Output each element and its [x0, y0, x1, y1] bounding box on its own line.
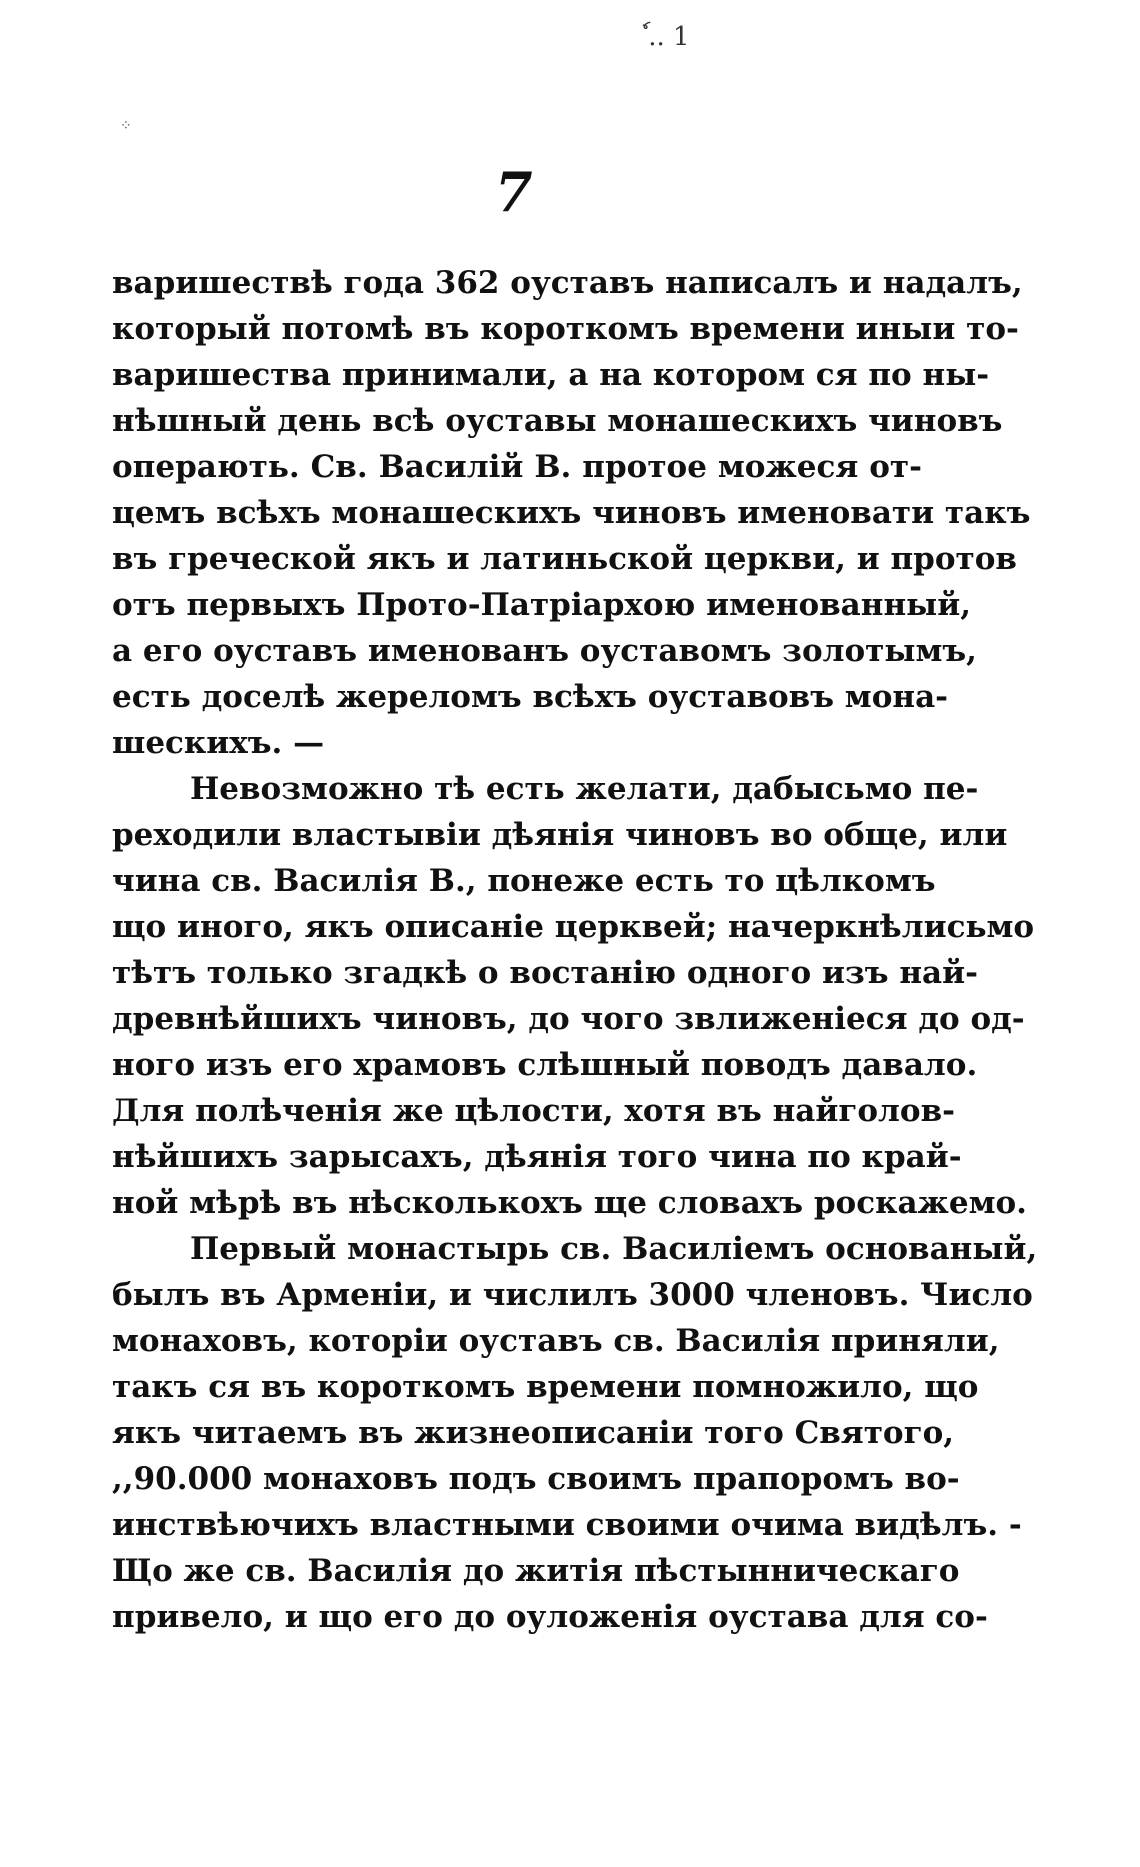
text-line: Що же св. Василія до житія пѣстынническаго [112, 1553, 960, 1589]
text-line: якъ читаемъ въ жизнеописаніи того Святого, [112, 1415, 955, 1451]
body-text [112, 260, 1038, 1640]
text-line: древнѣйшихъ чиновъ, до чого звлиженіеся до од- [112, 1001, 1025, 1037]
text-line: операють. Св. Василій В. протое можеся от- [112, 449, 922, 485]
text-line: тѣтъ только згадкѣ о востанію одного изъ най- [112, 955, 978, 991]
text-line: отъ первыхъ Прото-Патріархою именованный, [112, 587, 971, 623]
top-ink-marks: ٗ .. 1 [640, 22, 690, 52]
text-line: монаховъ, которіи оуставъ св. Василія приняли, [112, 1323, 1000, 1359]
text-line: реходили властывіи дѣянія чиновъ во обще, или [112, 817, 1008, 853]
ink-speck: ⁘ [120, 118, 132, 134]
text-line: инствѣючихъ властными своими очима видѣлъ. - [112, 1507, 1022, 1543]
text-line: ,,90.000 монаховъ подъ своимъ прапоромъ во- [112, 1461, 960, 1497]
text-line: Первый монастырь св. Василіемъ основаный, [190, 1231, 1038, 1267]
text-line: ного изъ его храмовъ слѣшный поводъ давало. [112, 1047, 978, 1083]
text-line: ной мѣрѣ въ нѣсколькохъ ще словахъ роскажемо. [112, 1185, 1027, 1221]
text-line: чина св. Василія В., понеже есть то цѣлкомъ [112, 863, 936, 899]
text-line: въ греческой якъ и латиньской церкви, и протов [112, 541, 1017, 577]
text-line: Для полѣченія же цѣлости, хотя въ найголов- [112, 1093, 955, 1129]
text-line: цемъ всѣхъ монашескихъ чиновъ именовати такъ [112, 495, 1031, 531]
text-line: есть доселѣ жереломъ всѣхъ оуставовъ мона- [112, 679, 949, 715]
text-line: нѣшный день всѣ оуставы монашескихъ чиновъ [112, 403, 1003, 439]
text-line: привело, и що его до оуложенія оустава для со- [112, 1599, 988, 1635]
text-line: нѣйшихъ зарысахъ, дѣянія того чина по край- [112, 1139, 962, 1175]
text-line: варишествѣ года 362 оуставъ написалъ и надалъ, [112, 265, 1023, 301]
text-line: былъ въ Арменіи, и числилъ 3000 членовъ. Число [112, 1277, 1033, 1313]
text-line: шескихъ. — [112, 725, 325, 761]
text-line: варишества принимали, а на котором ся по ны- [112, 357, 990, 393]
page-number: 7 [495, 160, 533, 224]
text-line: такъ ся въ короткомъ времени помножило, що [112, 1369, 979, 1405]
text-line: Невозможно тѣ есть желати, дабысьмо пе- [190, 771, 979, 807]
text-line: а его оуставъ именованъ оуставомъ золотымъ, [112, 633, 977, 669]
text-line: который потомѣ въ короткомъ времени иныи то- [112, 311, 1019, 347]
text-line: що иного, якъ описаніе церквей; начеркнѣлисьмо [112, 909, 1035, 945]
